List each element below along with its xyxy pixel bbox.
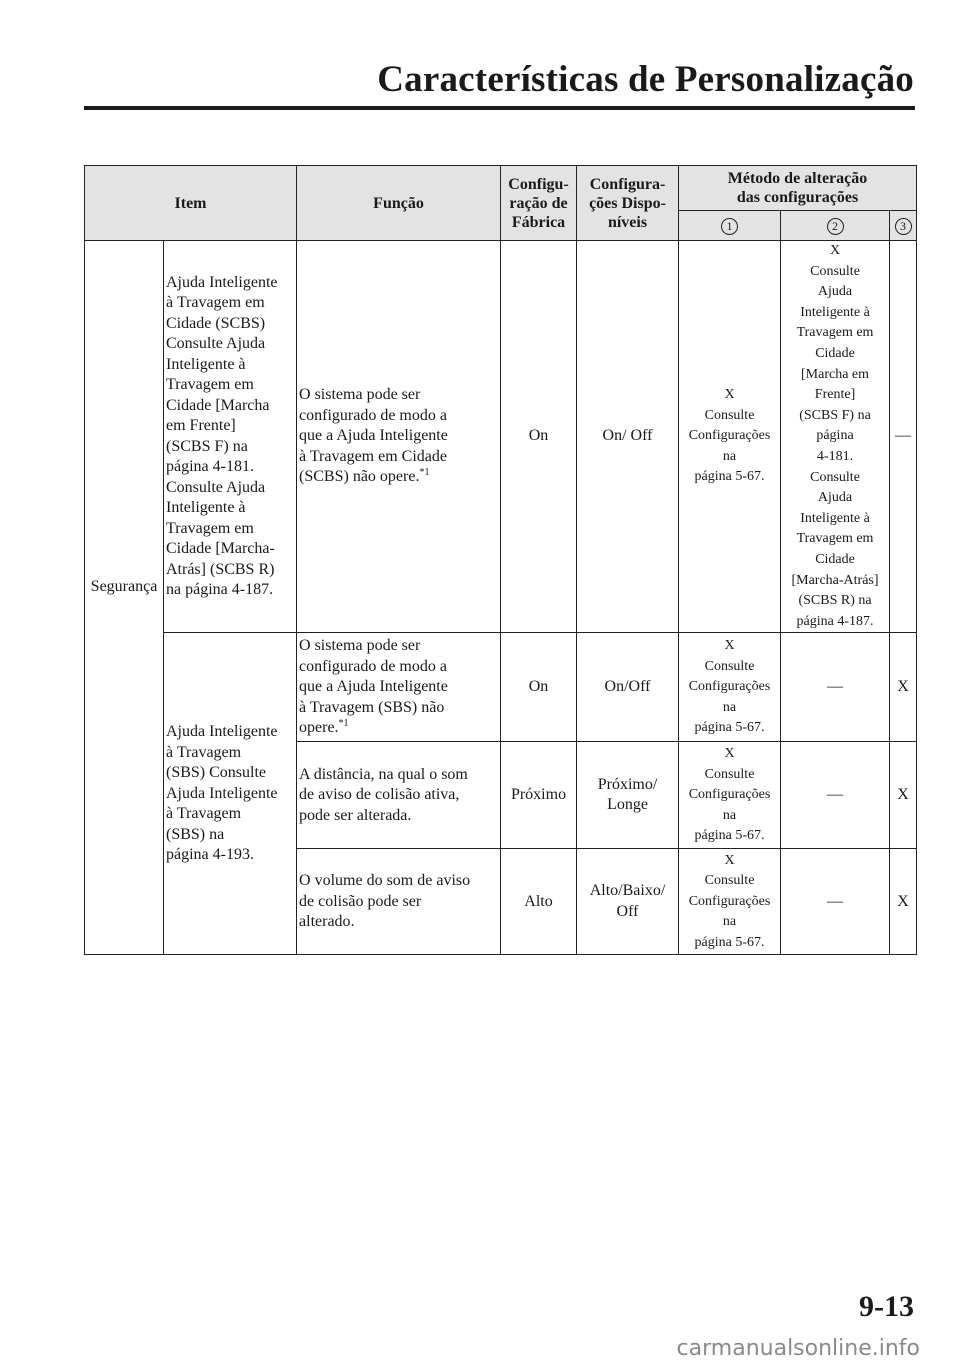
table-row — [85, 241, 917, 633]
metodo-3-cell: X — [890, 849, 917, 955]
circled-number-1: 1 — [721, 218, 738, 235]
funcao-cell: O volume do som de aviso de colisão pode ser alterado. — [297, 849, 501, 955]
funcao-cell: A distância, na qual o som de aviso de colisão ativa, pode ser alterada. — [297, 742, 501, 849]
category-cell: Segurança — [85, 241, 164, 955]
fabrica-cell: Alto — [501, 849, 577, 955]
header-configuracao-fabrica: Configu- ração de Fábrica — [501, 166, 577, 241]
metodo-1-cell: X Consulte Configurações na página 5-67. — [679, 742, 781, 849]
disponiveis-cell: On/Off — [577, 633, 679, 742]
header-funcao: Função — [297, 166, 501, 241]
disponiveis-cell: Alto/Baixo/ Off — [577, 849, 679, 955]
customization-table — [84, 165, 917, 955]
funcao-cell: O sistema pode ser configurado de modo a que a Ajuda Inteligente à Travagem (SBS) não opere.$^{*1}$ — [297, 633, 501, 742]
fabrica-cell: On — [501, 633, 577, 742]
fabrica-cell: Próximo — [501, 742, 577, 849]
metodo-2-cell: X Consulte Ajuda Inteligente à Travagem em Cidade [Marcha em Frente] (SCBS F) na página 4-181. Consulte Ajuda Inteligente à Travagem em Cidade [Marcha-Atrás] (SCBS R) na página 4-187. — [781, 241, 890, 633]
metodo-1-cell: X Consulte Configurações na página 5-67. — [679, 241, 781, 633]
fabrica-cell: On — [501, 241, 577, 633]
metodo-3-cell: X — [890, 633, 917, 742]
metodo-1-cell: X Consulte Configurações na página 5-67. — [679, 633, 781, 742]
funcao-cell: O sistema pode ser configurado de modo a que a Ajuda Inteligente à Travagem em Cidade (SCBS) não opere.$^{*1}$ — [297, 241, 501, 633]
header-metodo-1 — [679, 211, 781, 241]
metodo-2-cell: — — [781, 742, 890, 849]
table-row — [85, 633, 917, 742]
header-item: Item — [85, 166, 297, 241]
disponiveis-cell: On/ Off — [577, 241, 679, 633]
header-configuracoes-disponiveis: Configura- ções Dispo- níveis — [577, 166, 679, 241]
metodo-2-cell: — — [781, 633, 890, 742]
item-cell: Ajuda Inteligente à Travagem (SBS) Consulte Ajuda Inteligente à Travagem (SBS) na página 4-193. — [164, 633, 297, 955]
item-cell: Ajuda Inteligente à Travagem em Cidade (SCBS) Consulte Ajuda Inteligente à Travagem em Cidade [Marcha em Frente] (SCBS F) na página 4-181. Consulte Ajuda Inteligente à Travagem em Cidade [Marcha- Atrás] (SCBS R) na página 4-187. — [164, 241, 297, 633]
title-rule — [84, 106, 915, 110]
header-metodo-2 — [781, 211, 890, 241]
circled-number-2: 2 — [827, 218, 844, 235]
header-metodo-alteracao: Método de alteração das configurações — [679, 166, 917, 211]
header-metodo-3 — [890, 211, 917, 241]
page-number: 9-13 — [859, 1290, 914, 1323]
metodo-1-cell: X Consulte Configurações na página 5-67. — [679, 849, 781, 955]
page-title: Características de Personalização — [377, 59, 914, 100]
metodo-3-cell: — — [890, 241, 917, 633]
circled-number-3: 3 — [895, 218, 912, 235]
metodo-2-cell: — — [781, 849, 890, 955]
watermark: carmanualsonline.info — [676, 1336, 920, 1361]
disponiveis-cell: Próximo/ Longe — [577, 742, 679, 849]
metodo-3-cell: X — [890, 742, 917, 849]
